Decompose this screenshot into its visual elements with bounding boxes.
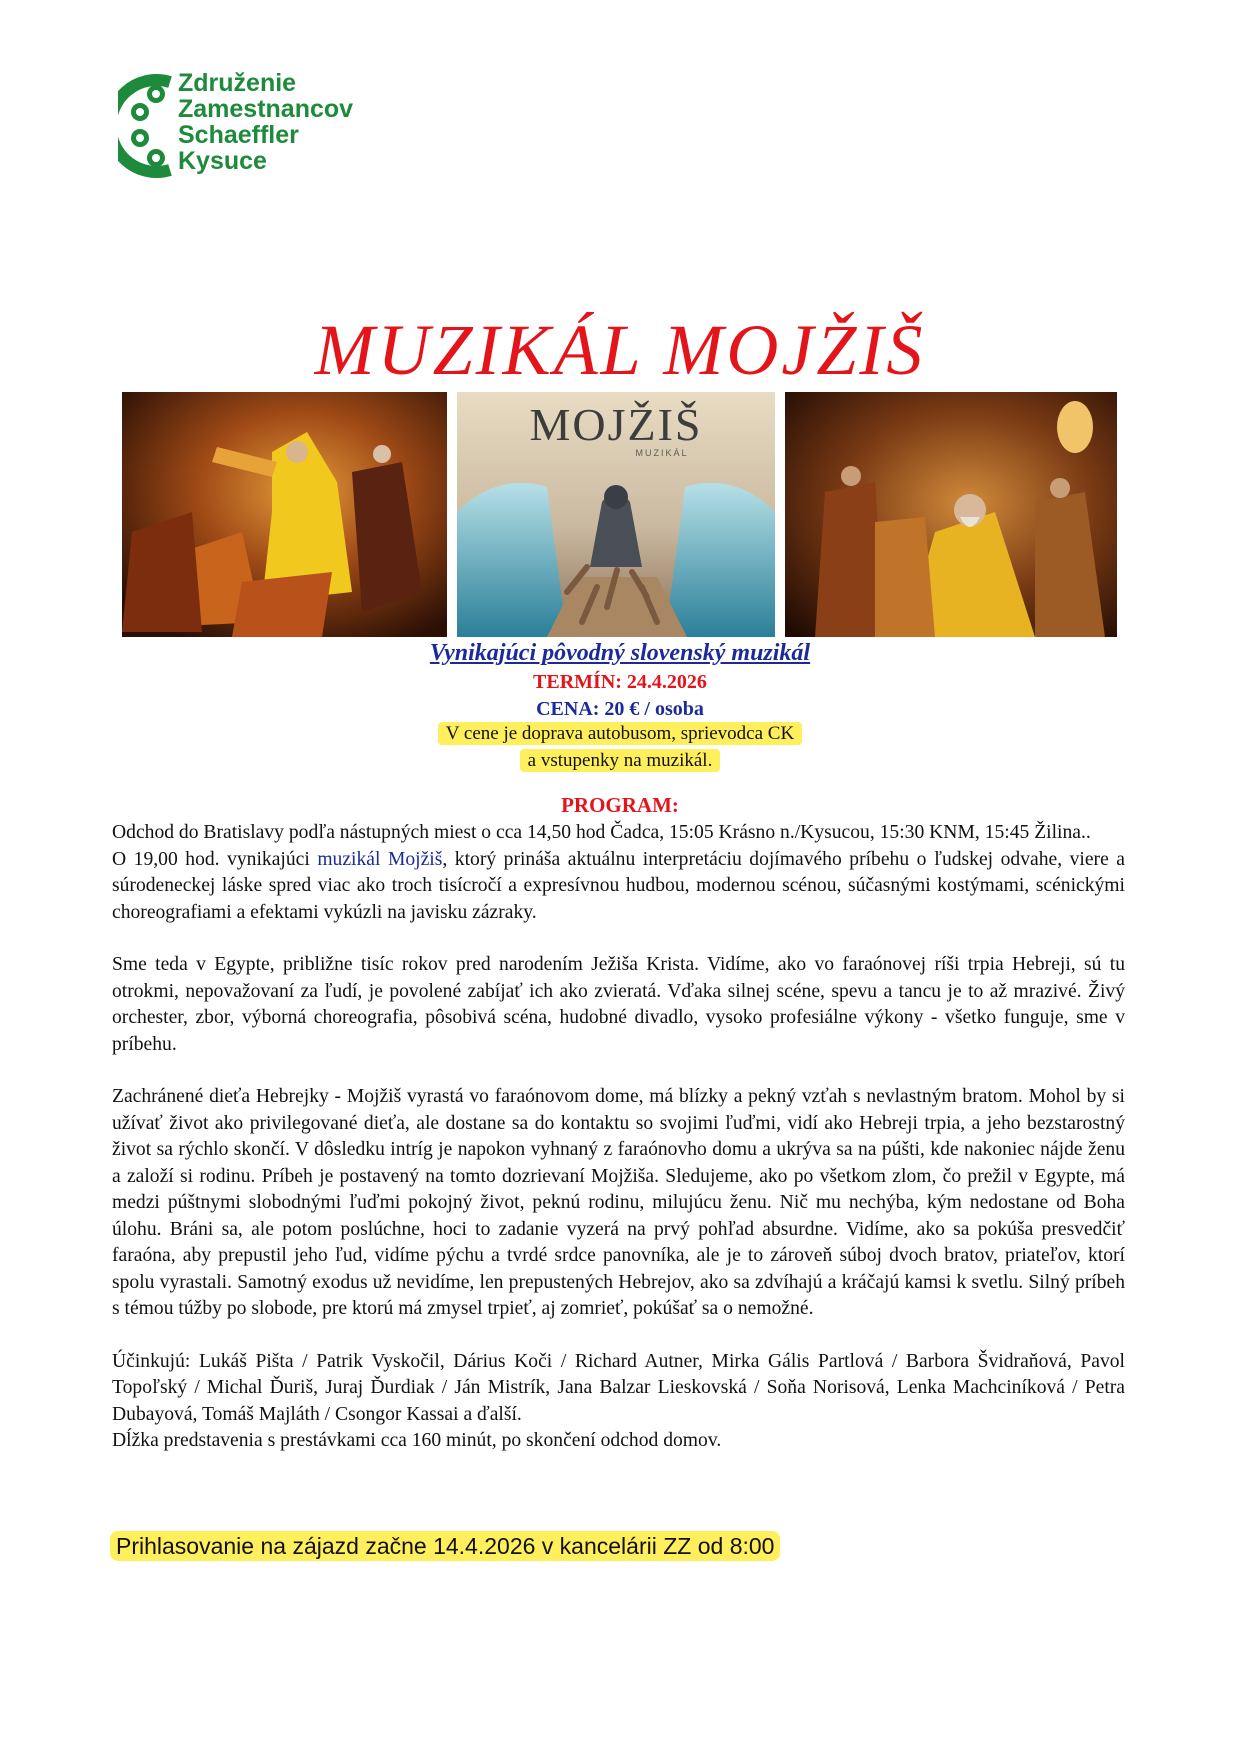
duration-paragraph: Dĺžka predstavenia s prestávkami cca 160 minút, po skončení odchod domov. [112,1430,722,1451]
departure-paragraph: Odchod do Bratislavy podľa nástupných miest o cca 14,50 hod Čadca, 15:05 Krásno n./Kysucou, 15:30 KNM, 15:45 Žilina.. [112,822,1091,843]
stage-photo-left [122,392,447,637]
price-note-line-1 [0,723,1240,745]
intro-paragraph [112,847,1125,927]
logo-text [178,70,353,174]
stage-photo-right [785,392,1117,637]
logo-line-2: Zamestnancov [178,95,354,123]
logo-line-4: Kysuce [178,147,267,175]
price-note-line-2 [0,750,1240,772]
intro-text-after: , ktorý prináša aktuálnu interpretáciu dojímavého príbehu o ľudskej odvahe, viere a súrodeneckej láske spred viac ako troch tisícročí a expresívnou hudbou, modernou scénou, súčasnými kostýmami, scénickými choreografiami a efektami vykúzli na javisku zázraky. [112,848,1125,923]
price: CENA: 20 € / osoba [536,698,704,720]
organization-logo [118,68,438,178]
poster-subtitle: MUZIKÁL [635,448,689,458]
logo-line-1: Združenie [178,69,297,97]
musical-link[interactable]: muzikál Mojžiš [317,848,443,870]
logo-line-3: Schaeffler [178,121,299,149]
program-heading: PROGRAM: [561,793,679,817]
price-note-2-text: a vstupenky na muzikál. [520,749,721,772]
logo-bearing-icon [118,74,178,178]
cast-paragraph: Účinkujú: Lukáš Pišta / Patrik Vyskočil, Dárius Koči / Richard Autner, Mirka Gális Partlová / Barbora Švidraňová, Pavol Topoľský / Michal Ďuriš, Juraj Ďurdiak / Ján Mistrík, Jana Balzar Lieskovská / Soňa Norisová, Lenka Machciníková / Petra Dubayová, Tomáš Majláth / Csongor Kassai a ďalší. [112,1350,1125,1425]
intro-text-before: O 19,00 hod. vynikajúci [112,848,318,870]
signup-notice [110,1533,780,1560]
signup-text: Prihlasovanie na zájazd začne 14.4.2026 v kancelárii ZZ od 8:00 [110,1531,780,1561]
program-description [112,820,1125,1455]
story-paragraph-2: Zachránené dieťa Hebrejky - Mojžiš vyrastá vo faraónovom dome, má blízky a pekný vzťah s nevlastným bratom. Mohol by si užívať život ako privilegované dieťa, ale dostane sa do kontaktu so svojimi ľuďmi, vidí ako Hebreji trpia, a jeho bezstarostný život sa rýchlo skončí. V dôsledku intríg je napokon vyhnaný z faraónovho domu a ukrýva sa na púšti, kde nakoniec nájde ženu a založí si rodinu. Príbeh je postavený na tomto dozrievaní Mojžiša. Sledujeme, ako po všetkom zlom, čo prežil v Egypte, má medzi púštnymi slobodnými ľuďmi pokojný život, peknú rodinu, milujúcu ženu. Nič mu nechýba, kým nedostane od Boha úlohu. Bráni sa, ale potom poslúchne, hoci to zadanie vyzerá na prvý pohľad absurdne. Vidíme, ako sa pokúša presvedčiť faraóna, aby prepustil jeho ľud, vidíme pýchu a tvrdé srdce panovníka, ale je to zároveň súboj dvoch bratov, priateľov, ktorí spolu vyrastali. Samotný exodus už nevidíme, len prepustených Hebrejov, ako sa zdvíhajú a kráčajú kamsi k svetlu. Silný príbeh s témou túžby po slobode, pre ktorú má zmysel trpieť, aj zomrieť, pokúšať sa o nemožné. [112,1086,1125,1319]
price-note-1-text: V cene je doprava autobusom, sprievodca CK [438,722,802,745]
musical-poster [457,392,775,637]
page-title: MUZIKÁL MOJŽIŠ [314,310,926,390]
story-paragraph-1: Sme teda v Egypte, približne tisíc rokov pred narodením Ježiša Krista. Vidíme, ako vo faraónovej ríši trpia Hebreji, sú tu otrokmi, nepovažovaní za ľudí, je povolené zabíjať ich ako zvieratá. Vďaka silnej scéne, spevu a tancu je to až mrazivé. Živý orchester, zbor, výborná choreografia, pôsobivá scéna, hudobné divadlo, vysoko profesiálne výkony - všetko funguje, sme v príbehu. [112,954,1125,1055]
subtitle: Vynikajúci pôvodný slovenský muzikál [429,640,811,666]
event-date: TERMÍN: 24.4.2026 [533,671,707,693]
poster-title: MOJŽIŠ [529,399,703,450]
